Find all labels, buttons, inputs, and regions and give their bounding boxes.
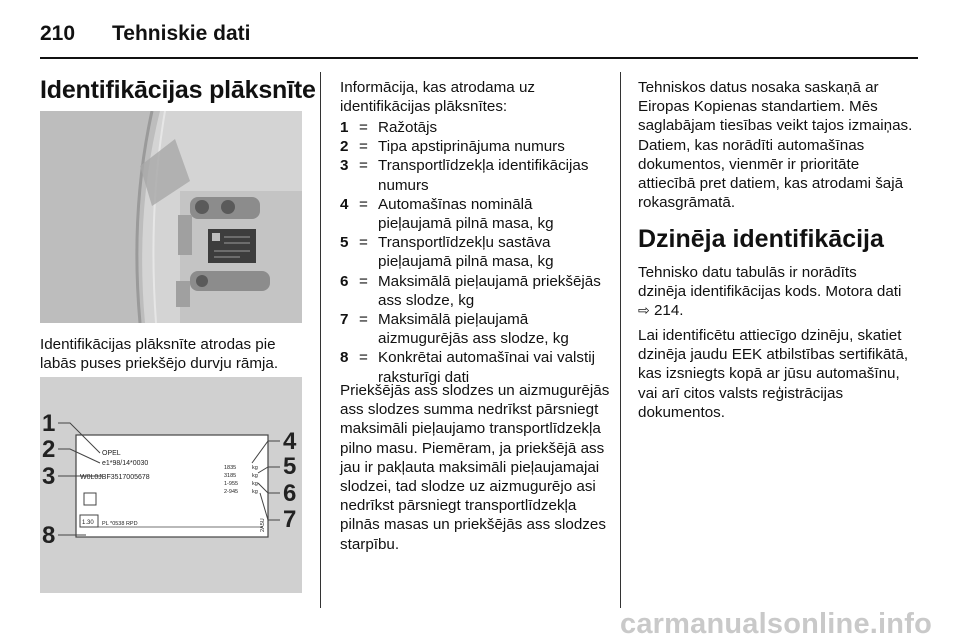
legend-item-2: 2 = Tipa apstiprinājuma numurs: [340, 138, 565, 156]
section-heading-identification-plate: Identifikācijas plāksnīte: [40, 76, 316, 104]
section-heading-engine-identification: Dzinēja identifikācija: [638, 225, 884, 253]
plate-make: OPEL: [102, 450, 121, 457]
plate-weight-4: 2-945: [224, 489, 239, 495]
plate-bottom-text: PL *0538 RPD: [102, 521, 138, 527]
legend-item-1: 1 = Ražotājs: [340, 119, 438, 136]
plate-info-intro: Informācija, kas atrodama uz identifikācijas plāksnītes:: [340, 79, 535, 116]
chapter-title: Tehniskie dati: [112, 22, 251, 45]
legend-item-8: 8 = Konkrētai automašīnai vai valstij raksturīgi dati: [340, 349, 595, 386]
engine-code-paragraph: Tehnisko datu tabulās ir norādīts dzinēja identifikācijas kods. Motora dati ⇨ 214.: [638, 264, 902, 320]
callout-5: 5: [283, 453, 297, 480]
door-frame-illustration: [40, 111, 302, 323]
plate-weight-3: 1-955: [224, 481, 239, 487]
page-number: 210: [40, 22, 76, 45]
plate-unit-4: kg: [252, 489, 258, 495]
callout-1: 1: [42, 410, 56, 437]
legend-item-5: 5 = Transportlīdzekļu sastāva pieļaujamā pilnā masa, kg: [340, 234, 554, 271]
plate-legend-list: [340, 118, 610, 387]
watermark: carmanualsonline.info: [620, 608, 932, 640]
identification-plate-diagram: [40, 377, 302, 593]
plate-location-caption: Identifikācijas plāksnīte atrodas pie labās puses priekšējo durvju rāmja.: [40, 336, 279, 373]
page-reference-link[interactable]: 214.: [649, 302, 684, 320]
column-divider-1: [320, 72, 321, 608]
technical-data-paragraph: Tehniskos datus nosaka saskaņā ar Eiropas Kopienas standartiem. Mēs saglabājam tiesības veikt tajos izmaiņas. Datiem, kas norādīti automašīnas dokumentos, vienmēr ir prioritāte attiecībā pret datiem, kas atrodami šajā rokasgrāmatā.: [638, 79, 913, 212]
page-reference-arrow-icon: ⇨: [638, 302, 650, 319]
plate-box-label: 1.30: [82, 520, 94, 526]
axle-load-paragraph: Priekšējās ass slodzes un aizmugurējās ass slodzes summa nedrīkst pārsniegt maksimāli pieļaujamo transportlīdzekļa pilno masu. Piemēram, ja priekšējā ass jau ir pakļauta maksimāli pieļaujamajai slodzei, tad slodze uz aizmugurējo asi nedrīkst pārsniegt transportlīdzekļa pilnās masas un priekšējās ass slodzes starpību.: [340, 382, 610, 553]
plate-side-code: 2A5U: [260, 518, 266, 532]
engine-identify-paragraph: Lai identificētu attiecīgo dzinēju, skatiet dzinēja jaudu EEK atbilstības sertifikātā, kas izsniegts kopā ar jūsu automašīnu, vai arī citos valsts reģistrācijas dokumentos.: [638, 327, 909, 421]
callout-7: 7: [283, 506, 297, 533]
header-divider: [40, 57, 918, 59]
legend-item-4: 4 = Automašīnas nominālā pieļaujamā pilnā masa, kg: [340, 195, 554, 233]
plate-vin: W0L0JBF3517005678: [80, 474, 150, 481]
legend-item-7: 7 = Maksimālā pieļaujamā aizmugurējās ass slodze, kg: [340, 311, 569, 348]
plate-diagram-svg: [40, 377, 302, 593]
column-divider-2: [620, 72, 621, 608]
plate-approval-number: e1*98/14*0030: [102, 460, 149, 467]
plate-weight-2: 3185: [224, 473, 237, 479]
callout-4: 4: [283, 428, 297, 455]
plate-weight-1: 1835: [224, 465, 237, 471]
legend-item-6: 6 = Maksimālā pieļaujamā priekšējās ass slodze, kg: [340, 272, 601, 309]
plate-unit-3: kg: [252, 481, 258, 487]
callout-3: 3: [42, 463, 56, 490]
callout-8: 8: [42, 522, 56, 549]
callout-6: 6: [283, 480, 297, 507]
legend-item-3: 3 = Transportlīdzekļa identifikācijas numurs: [340, 157, 589, 194]
plate-unit-2: kg: [252, 473, 258, 479]
plate-unit-1: kg: [252, 465, 258, 471]
door-frame-photo: [40, 111, 302, 323]
page-header: [40, 16, 920, 60]
callout-2: 2: [42, 436, 56, 463]
